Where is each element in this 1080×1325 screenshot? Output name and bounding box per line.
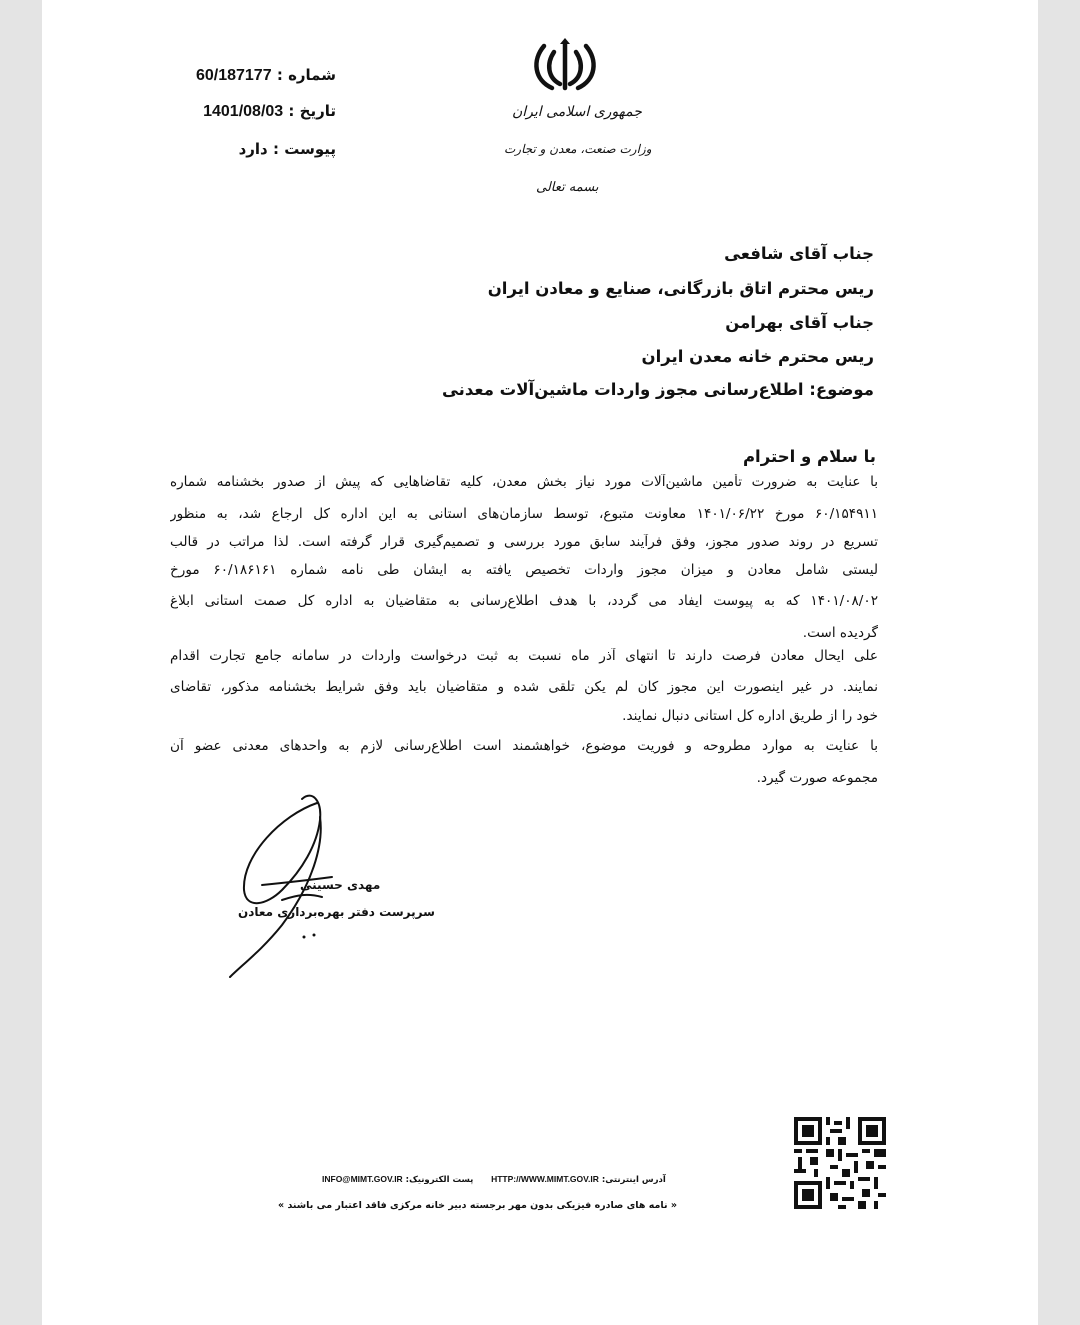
body-line: با عنایت به موارد مطروحه و فوریت موضوع، خواهشمند است اطلاع‌رسانی لازم به واحدهای معدنی عضو آن (170, 738, 878, 754)
signatory-name: مهدی حسینی (300, 878, 381, 892)
website-link[interactable]: HTTP://WWW.MIMT.GOV.IR (491, 1174, 599, 1184)
invocation: بسمه تعالی (536, 180, 599, 195)
website-label: آدرس اینترنتی: (601, 1175, 666, 1185)
attachment-row (239, 140, 336, 158)
attachment-value: دارد (238, 140, 268, 158)
qr-code-icon (794, 1117, 886, 1209)
body-line: با عنایت به ضرورت تأمین ماشین‌آلات مورد نیاز بخش معدن، کلیه تقاضاهایی که پیش از صدور بخشنامه شماره (170, 474, 878, 490)
addressee-2: جناب آقای بهرامن (725, 313, 874, 332)
greeting: با سلام و احترام (742, 447, 876, 466)
ministry-name: وزارت صنعت، معدن و تجارت (504, 142, 652, 156)
body-line: خود را از طریق اداره کل استانی دنبال نمایند. (622, 708, 878, 724)
addressee-1-title: ریس محترم اتاق بازرگانی، صنایع و معادن ایران (487, 279, 874, 298)
letter-page (42, 0, 1038, 1325)
date-label: تاریخ : (288, 102, 336, 120)
date-value: 1401/08/03 (203, 103, 284, 120)
footer-contacts (322, 1174, 666, 1185)
body-line: ۱۴۰۱/۰۸/۰۲ که به پیوست ایفاد می گردد، با هدف اطلاع‌رسانی به متقاضیان به اداره کل صمت استانی ابلاغ (170, 593, 878, 609)
body-line: ۶۰/۱۵۴۹۱۱ مورخ ۱۴۰۱/۰۶/۲۲ معاونت متبوع، توسط سازمان‌های استانی به این اداره کل ارجاع شد، به منظور (170, 506, 878, 522)
body-line: مجموعه صورت گیرد. (756, 770, 878, 786)
body-line: لیستی شامل معادن و میزان مجوز واردات تخصیص یافته به ایشان طی نامه شماره ۶۰/۱۸۶۱۶۱ مورخ (170, 562, 878, 578)
country-name: جمهوری اسلامی ایران (512, 104, 642, 120)
body-line: تسریع در روند صدور مجوز، وفق فرآیند سابق مورد بررسی و تصمیم‌گیری قرار گرفته است. لذا مراتب در قالب (170, 534, 878, 550)
number-row (196, 66, 336, 85)
body-line: گردیده است. (802, 625, 878, 641)
addressee-1: جناب آقای شافعی (724, 244, 874, 263)
subject-line: موضوع: اطلاع‌رسانی مجوز واردات ماشین‌آلات معدنی (441, 380, 874, 399)
date-row (203, 102, 336, 121)
signatory-title: سرپرست دفتر بهره‌برداری معادن (238, 905, 435, 919)
body-line: نمایند. در غیر اینصورت این مجوز کان لم یکن تلقی شده و متقاضیان باید وفق شرایط بخشنامه مذکور، تقاضای (170, 679, 878, 695)
email-link[interactable]: INFO@MIMT.GOV.IR (322, 1174, 403, 1184)
number-label: شماره : (276, 66, 336, 84)
footer-notice: « نامه های صادره فیزیکی بدون مهر برجسته دبیر خانه مرکزی فاقد اعتبار می باشند » (278, 1200, 677, 1211)
email-label: پست الکترونیک: (405, 1175, 474, 1185)
number-value: 60/187177 (195, 67, 272, 84)
attachment-label: پیوست : (272, 140, 336, 158)
body-line: علی ایحال معادن فرصت دارند تا انتهای آذر ماه نسبت به ثبت درخواست واردات در سامانه جامع تجارت اقدام (170, 648, 878, 664)
addressee-2-title: ریس محترم خانه معدن ایران (641, 347, 874, 366)
iran-emblem-icon (530, 38, 600, 94)
